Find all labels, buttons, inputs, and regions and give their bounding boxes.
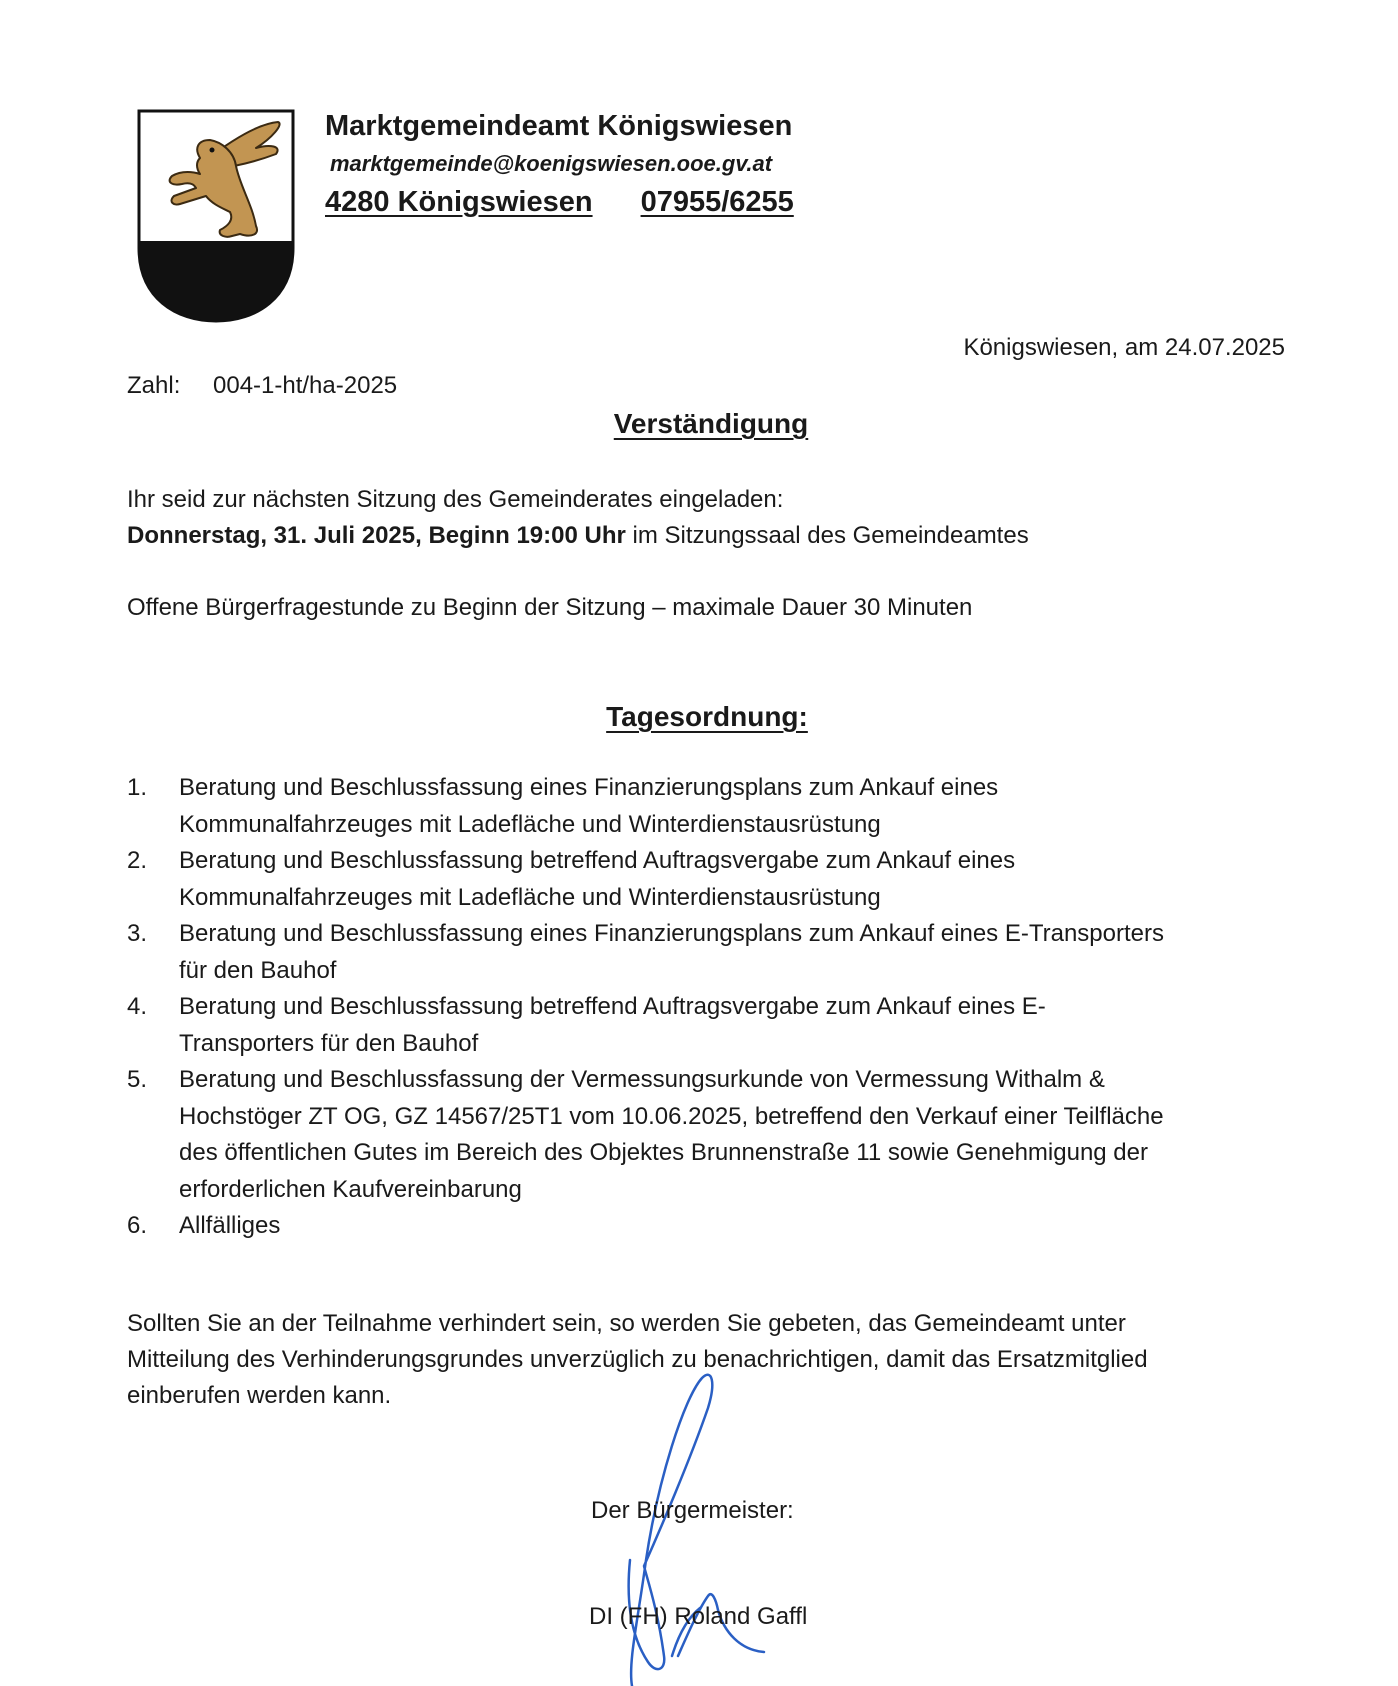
agenda-item-text bbox=[179, 916, 1297, 989]
agenda-item bbox=[127, 1208, 1297, 1245]
agenda-item-line: Beratung und Beschlussfassung eines Finanzierungsplans zum Ankauf eines E-Transporters bbox=[179, 920, 1164, 947]
agenda-item bbox=[127, 916, 1297, 989]
handwritten-signature bbox=[560, 1370, 830, 1686]
postal-address: 4280 Königswiesen bbox=[325, 186, 593, 218]
meeting-location: im Sitzungssaal des Gemeindeamtes bbox=[625, 522, 1029, 549]
agenda-item-line: Allfälliges bbox=[179, 1212, 281, 1239]
agenda-item-line: Hochstöger ZT OG, GZ 14567/25T1 vom 10.06.2025, betreffend den Verkauf einer Teilfläche bbox=[179, 1102, 1164, 1130]
agenda-list bbox=[127, 770, 1297, 1245]
agenda-item-line: Kommunalfahrzeuges mit Ladefläche und Winterdienstausrüstung bbox=[179, 883, 881, 911]
reference-number bbox=[127, 372, 397, 400]
reference-label: Zahl: bbox=[127, 372, 181, 399]
agenda-item-text bbox=[179, 1062, 1297, 1208]
agenda-item-line: erforderlichen Kaufvereinbarung bbox=[179, 1175, 522, 1203]
date-line: Königswiesen, am 24.07.2025 bbox=[963, 334, 1285, 361]
agenda-item-text bbox=[179, 989, 1297, 1062]
org-address-line bbox=[325, 186, 794, 219]
agenda-item-line: für den Bauhof bbox=[179, 956, 337, 984]
citizen-questions-note: Offene Bürgerfragestunde zu Beginn der Sitzung – maximale Dauer 30 Minuten bbox=[127, 594, 973, 621]
agenda-item bbox=[127, 989, 1297, 1062]
org-name: Marktgemeindeamt Königswiesen bbox=[325, 110, 793, 142]
agenda-item bbox=[127, 770, 1297, 843]
agenda-item bbox=[127, 1062, 1297, 1208]
agenda-item-text bbox=[179, 843, 1297, 916]
closing-line: Mitteilung des Verhinderungsgrundes unverzüglich zu benachrichtigen, damit das Ersatzmitglied bbox=[127, 1346, 1148, 1373]
agenda-item-line: Beratung und Beschlussfassung der Vermessungsurkunde von Vermessung Withalm & bbox=[179, 1066, 1105, 1093]
agenda-item-line: Beratung und Beschlussfassung betreffend Auftragsvergabe zum Ankauf eines E- bbox=[179, 993, 1046, 1020]
agenda-item-line: Beratung und Beschlussfassung eines Finanzierungsplans zum Ankauf eines bbox=[179, 774, 999, 801]
agenda-title: Tagesordnung: bbox=[606, 701, 808, 732]
agenda-item-line: des öffentlichen Gutes im Bereich des Objektes Brunnenstraße 11 sowie Genehmigung der bbox=[179, 1139, 1148, 1166]
closing-line: Sollten Sie an der Teilnahme verhindert sein, so werden Sie gebeten, das Gemeindeamt unter bbox=[127, 1310, 1126, 1337]
agenda-item-number: 5. bbox=[127, 1066, 148, 1093]
intro-line-1: Ihr seid zur nächsten Sitzung des Gemeinderates eingeladen: bbox=[127, 486, 784, 513]
agenda-item-number: 2. bbox=[127, 847, 148, 874]
agenda-item-number: 4. bbox=[127, 993, 148, 1020]
closing-line: einberufen werden kann. bbox=[127, 1382, 392, 1409]
agenda-item bbox=[127, 843, 1297, 916]
agenda-item-text bbox=[179, 770, 1297, 843]
agenda-item-number: 1. bbox=[127, 774, 148, 801]
signature-title: Der Bürgermeister: bbox=[591, 1497, 794, 1524]
org-email: marktgemeinde@koenigswiesen.ooe.gv.at bbox=[330, 151, 773, 176]
agenda-item-number: 6. bbox=[127, 1212, 148, 1239]
meeting-date-time: Donnerstag, 31. Juli 2025, Beginn 19:00 Uhr bbox=[127, 522, 626, 549]
agenda-item-text bbox=[179, 1208, 1297, 1245]
signatory-name: DI (FH) Roland Gaffl bbox=[589, 1603, 808, 1630]
agenda-item-line: Beratung und Beschlussfassung betreffend Auftragsvergabe zum Ankauf eines bbox=[179, 847, 1016, 874]
agenda-item-line: Kommunalfahrzeuges mit Ladefläche und Winterdienstausrüstung bbox=[179, 810, 881, 838]
document-title: Verständigung bbox=[613, 408, 809, 439]
meeting-info bbox=[127, 518, 1029, 554]
coat-of-arms-hare-icon bbox=[136, 108, 296, 324]
phone-number: 07955/6255 bbox=[640, 186, 794, 218]
reference-value: 004-1-ht/ha-2025 bbox=[213, 372, 398, 399]
agenda-item-number: 3. bbox=[127, 920, 148, 947]
agenda-item-line: Transporters für den Bauhof bbox=[179, 1029, 479, 1057]
